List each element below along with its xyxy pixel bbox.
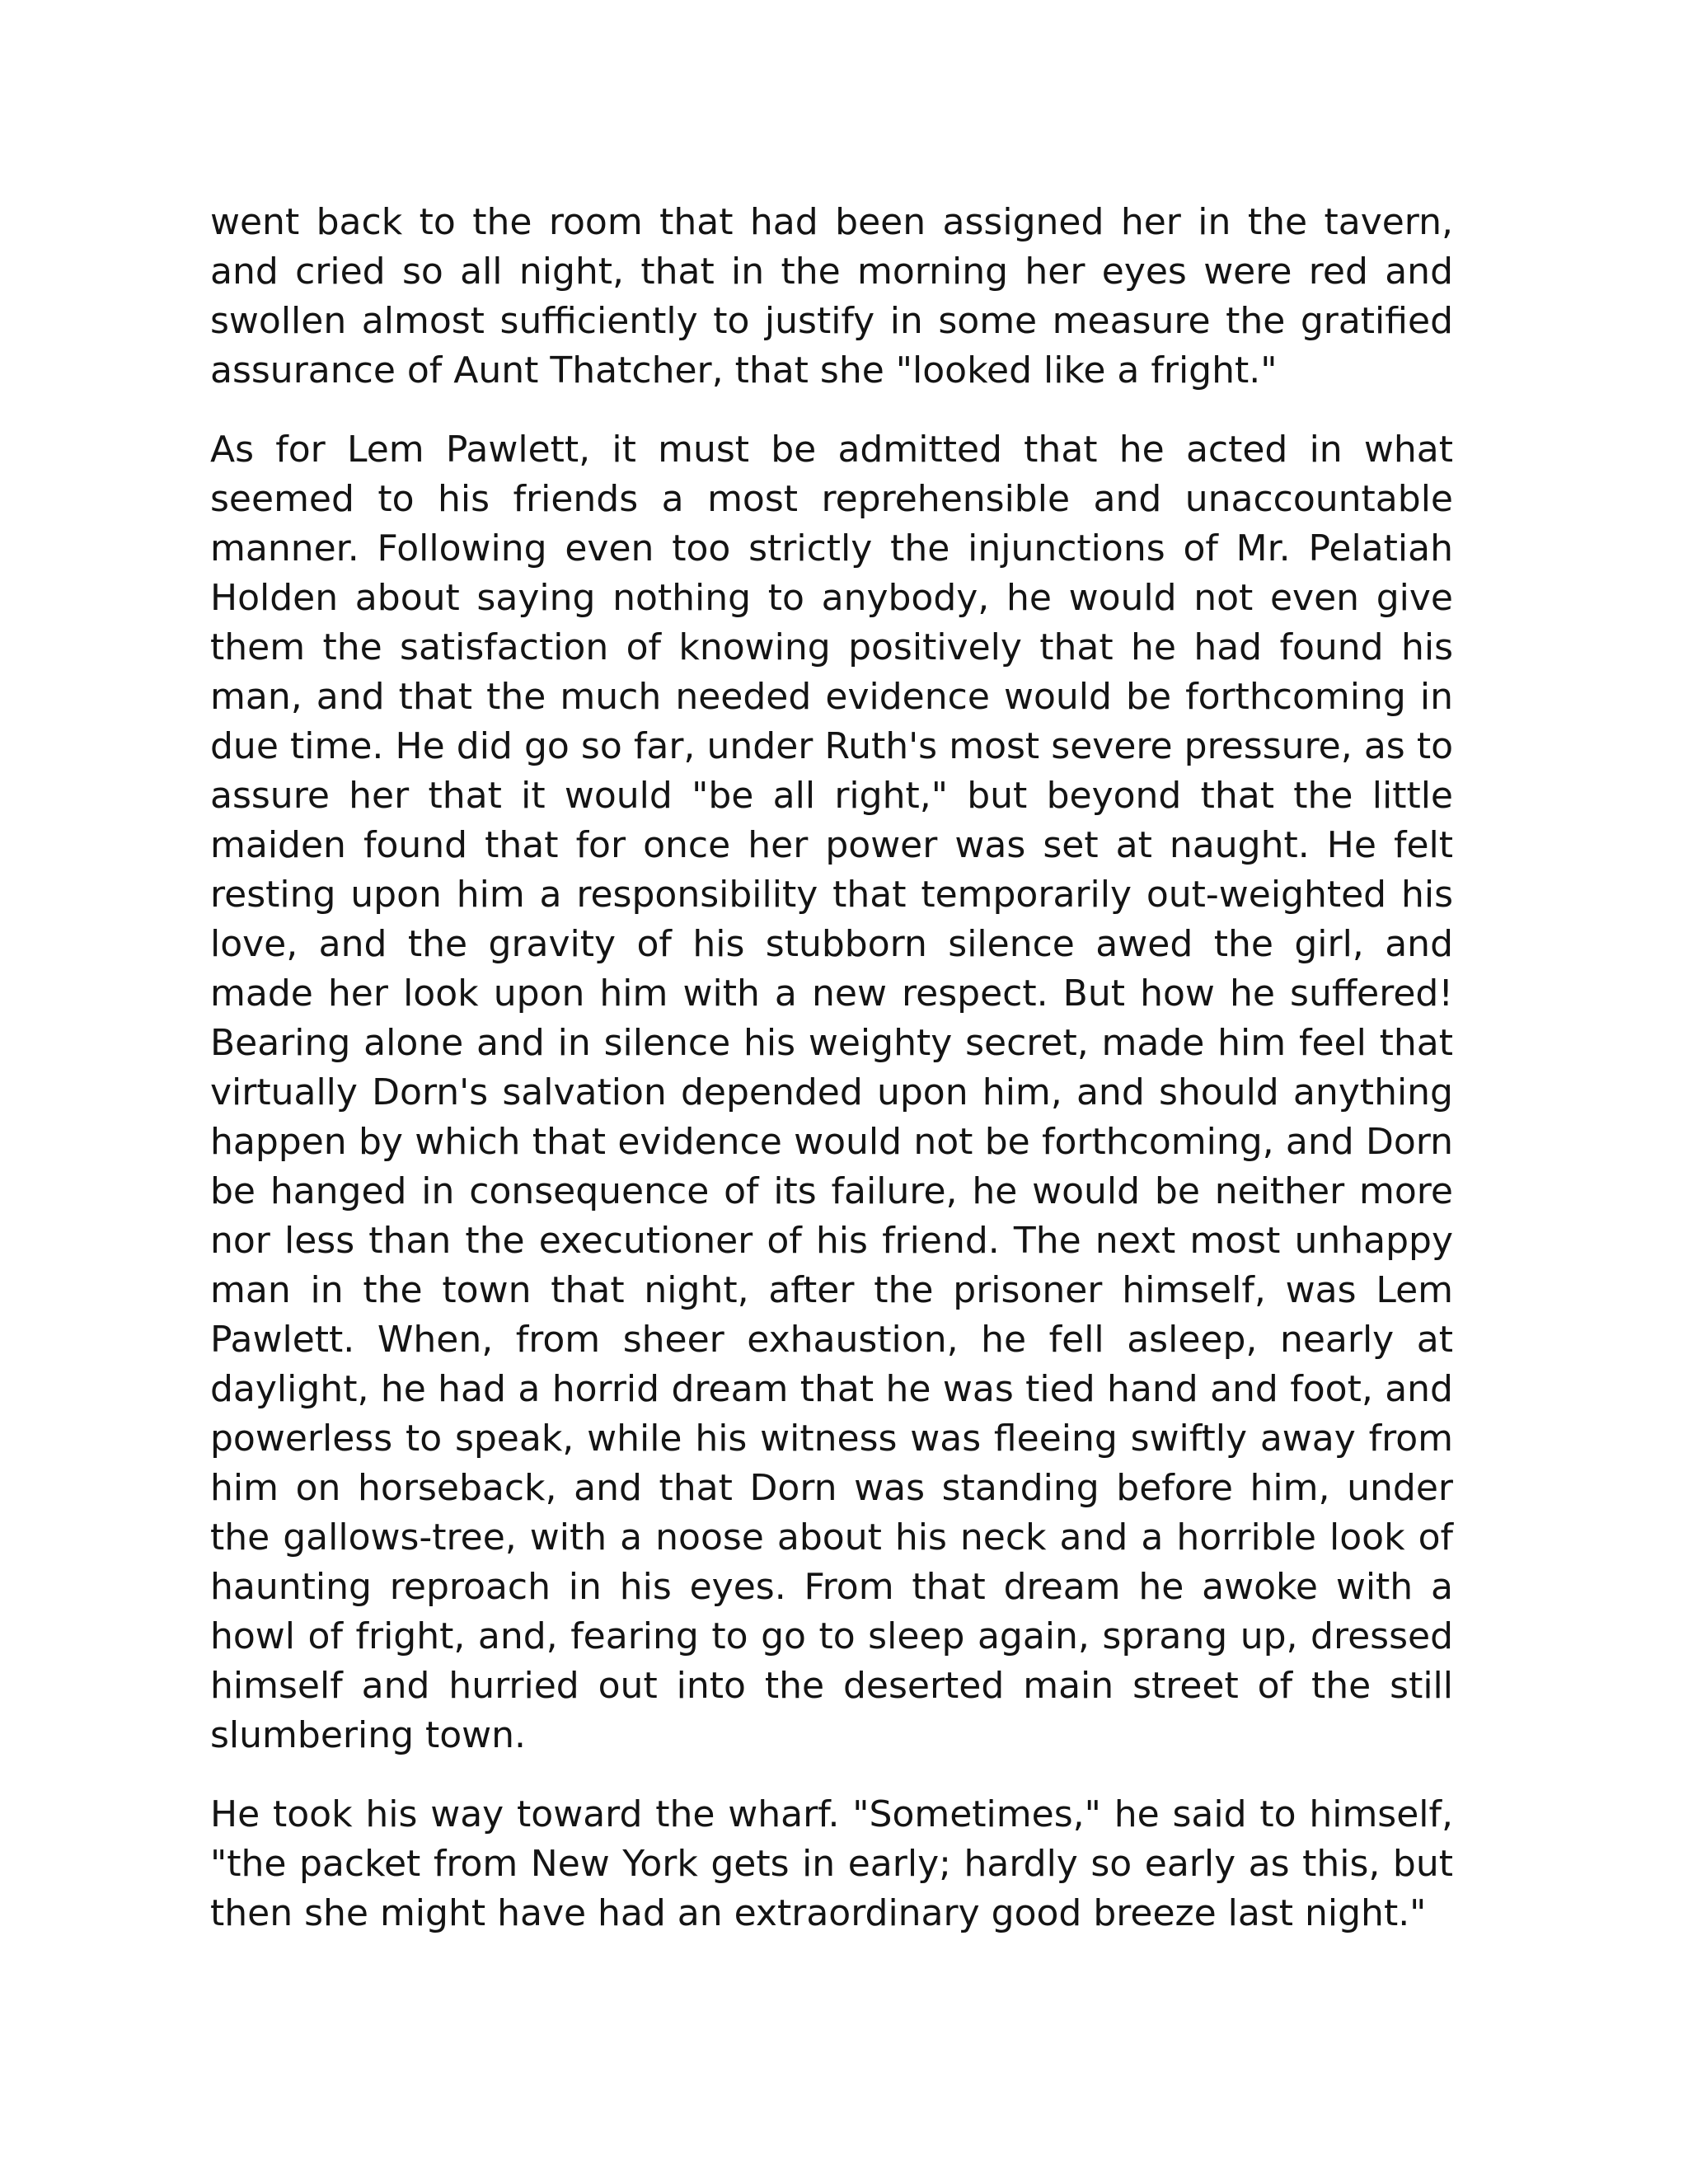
paragraph-1: went back to the room that had been assigned her in the tavern, and cried so all night, that in the morning her eyes were red and swollen almost sufficiently to justify in some measure the gratified assurance of Aunt Thatcher, that she "looked like a fright." xyxy=(210,201,1453,391)
body-text xyxy=(210,198,1453,1968)
paragraph-2: As for Lem Pawlett, it must be admitted that he acted in what seemed to his friends a most reprehensible and unaccountable manner. Following even too strictly the injunctions of Mr. Pelatiah Holden about saying nothing to anybody, he would not even give them the satisfaction of knowing positively that he had found his man, and that the much needed evidence would be forthcoming in due time. He did go so far, under Ruth's most severe pressure, as to assure her that it would "be all right," but beyond that the little maiden found that for once her power was set at naught. He felt resting upon him a responsibility that temporarily out-weighted his love, and the gravity of his stubborn silence awed the girl, and made her look upon him with a new respect. But how he suffered! Bearing alone and in silence his weighty secret, made him feel that virtually Dorn's salvation depended upon him, and should anything happen by which that evidence would not be forthcoming, and Dorn be hanged in consequence of its failure, he would be neither more nor less than the executioner of his friend. The next most unhappy man in the town that night, after the prisoner himself, was Lem Pawlett. When, from sheer exhaustion, he fell asleep, nearly at daylight, he had a horrid dream that he was tied hand and foot, and powerless to speak, while his witness was fleeing swiftly away from him on horseback, and that Dorn was standing before him, under the gallows-tree, with a noose about his neck and a horrible look of haunting reproach in his eyes. From that dream he awoke with a howl of fright, and, fearing to go to sleep again, sprang up, dressed himself and hurried out into the deserted main street of the still slumbering town. xyxy=(210,429,1453,1756)
paragraph-3: He took his way toward the wharf. "Sometimes," he said to himself, "the packet from New York gets in early; hardly so early as this, but then she might have had an extraordinary good breeze last night." xyxy=(210,1793,1453,1934)
